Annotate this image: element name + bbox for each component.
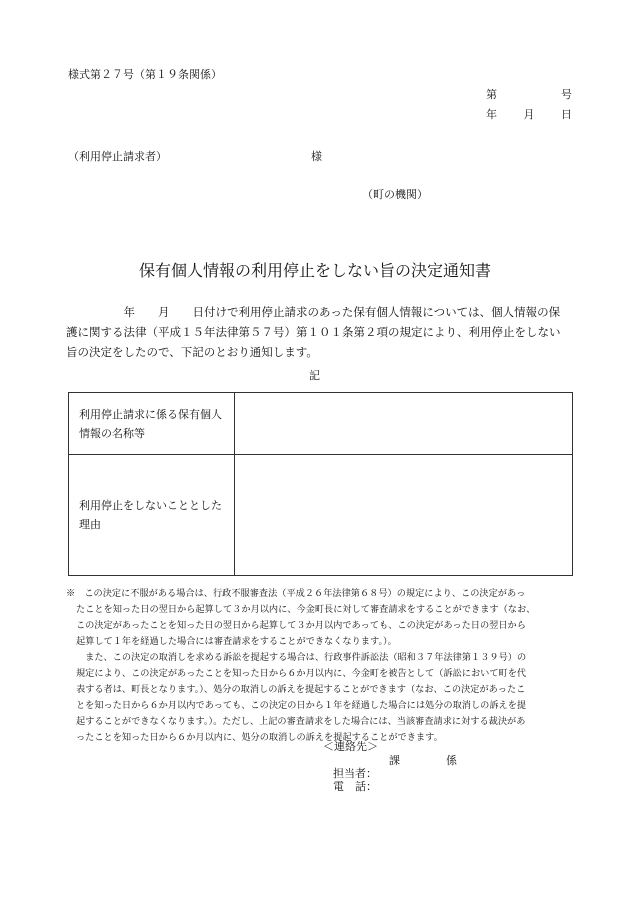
notes-section xyxy=(66,586,576,746)
body-text xyxy=(66,302,570,362)
body-line: 旨の決定をしたので、下記のとおり通知します。 xyxy=(66,345,318,359)
honorific: 様 xyxy=(311,150,322,163)
note-line: 規定により、この決定があったことを知った日から６か月以内に、今金町を被告として（訴訟において町を代 xyxy=(76,668,527,679)
ki-label: 記 xyxy=(309,369,320,382)
note-line: この決定があったことを知った日の翌日から起算して３か月以内であっても、この決定があった日の翌日から xyxy=(76,620,526,631)
contact-section: 課 xyxy=(389,754,400,767)
note-line: たことを知った日の翌日から起算して３か月以内に、今金町長に対して審査請求をすることができます（なお、 xyxy=(76,604,536,615)
note-line: 表する者は、町長となります。）、処分の取消しの訴えを提起することができます（なお、この決定があったこ xyxy=(76,684,526,695)
row-label-reason xyxy=(69,455,235,576)
contact-department xyxy=(389,752,457,768)
note-line: とを知った日から６か月以内であっても、この決定の日から１年を経過した場合には処分の取消しの訴えを提 xyxy=(76,700,527,711)
date-year: 年 xyxy=(486,108,497,121)
body-line: 年 月 日付けで利用停止請求のあった保有個人情報については、個人情報の保 xyxy=(66,305,561,319)
contact-person-label: 担当者： xyxy=(333,767,377,780)
body-line: 護に関する法律（平成１５年法律第５７号）第１０１条第２項の規定により、利用停止をしない xyxy=(66,325,561,339)
table-row xyxy=(69,393,573,455)
contact-subsection: 係 xyxy=(446,754,457,767)
doc-number-prefix: 第 xyxy=(486,88,497,101)
info-table xyxy=(68,392,573,576)
document-title: 保有個人情報の利用停止をしない旨の決定通知書 xyxy=(138,261,491,280)
document-number-field xyxy=(486,86,572,102)
date-month: 月 xyxy=(523,108,535,121)
contact-heading: ＜連絡先＞ xyxy=(323,740,378,753)
label-line: 理由 xyxy=(79,518,101,531)
row-value-reason[interactable] xyxy=(235,455,573,576)
table-row xyxy=(69,455,573,576)
contact-phone-label: 電 話： xyxy=(333,780,377,793)
date-day: 日 xyxy=(561,108,572,121)
document-date-field xyxy=(486,106,572,122)
note-line: また、この決定の取消しを求める訴訟を提起する場合は、行政事件訴訟法（昭和３７年法律第１３９号）の xyxy=(76,652,527,663)
row-label-info-name xyxy=(69,393,235,455)
note-line: ったことを知った日から６か月以内に、処分の取消しの訴えを提起することができます。 xyxy=(76,732,443,743)
requester-label: （利用停止請求者） xyxy=(68,150,167,163)
doc-number-suffix: 号 xyxy=(561,88,572,101)
row-value-info-name[interactable] xyxy=(235,393,573,455)
note-line: 起することができなくなります。）。ただし、上記の審査請求をした場合には、当該審査請求に対する裁決があ xyxy=(76,716,526,727)
note-line: ※ この決定に不服がある場合は、行政不服審査法（平成２６年法律第６８号）の規定により、この決定があっ xyxy=(66,588,526,599)
note-line: 起算して１年を経過した場合には審査請求をすることができなくなります。）。 xyxy=(76,636,397,647)
label-line: 利用停止請求に係る保有個人 xyxy=(79,407,222,421)
form-number: 様式第２７号（第１９条関係） xyxy=(68,68,222,81)
issuer-label: （町の機関） xyxy=(362,188,428,201)
label-line: 情報の名称等 xyxy=(79,426,145,440)
label-line: 利用停止をしないこととした xyxy=(79,499,222,512)
